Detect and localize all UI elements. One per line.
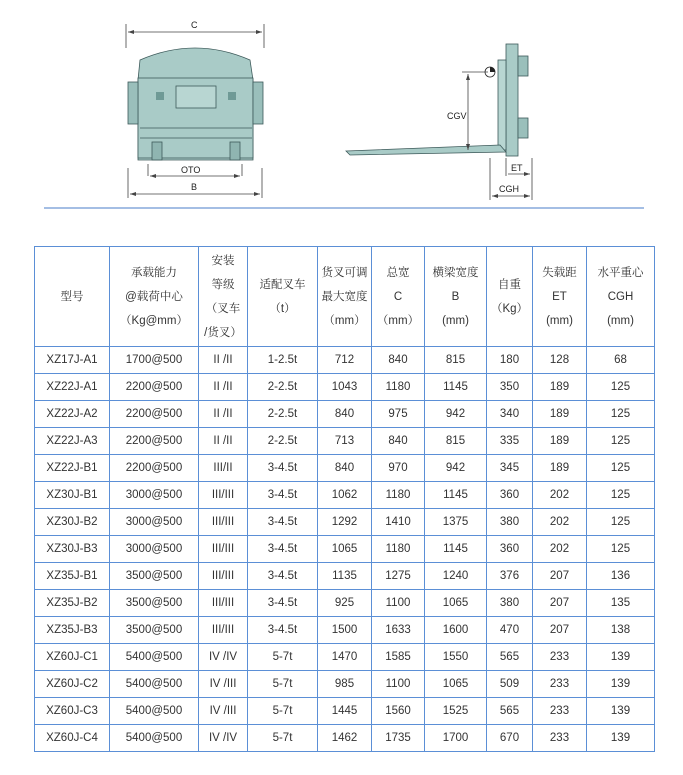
table-cell: 139: [587, 671, 655, 698]
table-cell: 233: [533, 671, 587, 698]
header-cell: 水平重心 CGH (mm): [587, 247, 655, 347]
table-cell: 2200@500: [110, 455, 199, 482]
table-cell: 125: [587, 509, 655, 536]
table-cell: 1462: [318, 725, 372, 752]
header-cell: 总宽 C （mm）: [372, 247, 425, 347]
table-row: [35, 401, 655, 428]
table-cell: 125: [587, 401, 655, 428]
table-cell: 189: [533, 455, 587, 482]
table-cell: XZ22J-A2: [35, 401, 110, 428]
dim-label-c: C: [191, 20, 198, 30]
table-row: [35, 509, 655, 536]
table-cell: XZ22J-A3: [35, 428, 110, 455]
table-cell: 1100: [372, 671, 425, 698]
table-cell: 1735: [372, 725, 425, 752]
table-cell: 2-2.5t: [248, 374, 318, 401]
header-cell: 自重 （Kg）: [487, 247, 533, 347]
table-cell: 565: [487, 698, 533, 725]
table-cell: 125: [587, 374, 655, 401]
table-cell: 670: [487, 725, 533, 752]
table-cell: 376: [487, 563, 533, 590]
header-cell: 适配叉车 （t）: [248, 247, 318, 347]
table-cell: 5400@500: [110, 644, 199, 671]
table-cell: 815: [425, 428, 487, 455]
table-header-row: [35, 247, 655, 347]
table-cell: 1550: [425, 644, 487, 671]
table-cell: XZ60J-C2: [35, 671, 110, 698]
table-cell: 975: [372, 401, 425, 428]
table-row: [35, 617, 655, 644]
dim-label-et: ET: [511, 163, 523, 173]
table-cell: 1500: [318, 617, 372, 644]
table-row: [35, 374, 655, 401]
table-cell: 125: [587, 428, 655, 455]
table-cell: 815: [425, 347, 487, 374]
header-cell: 承载能力 @载荷中心 （Kg@mm）: [110, 247, 199, 347]
table-cell: 1240: [425, 563, 487, 590]
table-cell: 985: [318, 671, 372, 698]
table-cell: 2-2.5t: [248, 428, 318, 455]
table-cell: 233: [533, 698, 587, 725]
table-cell: 1145: [425, 374, 487, 401]
table-cell: 1062: [318, 482, 372, 509]
table-cell: 3500@500: [110, 617, 199, 644]
table-cell: 180: [487, 347, 533, 374]
table-cell: 1633: [372, 617, 425, 644]
table-cell: 1100: [372, 590, 425, 617]
table-cell: 68: [587, 347, 655, 374]
table-row: [35, 698, 655, 725]
table-row: [35, 671, 655, 698]
table-cell: 1065: [318, 536, 372, 563]
table-cell: XZ22J-A1: [35, 374, 110, 401]
table-cell: 1065: [425, 590, 487, 617]
table-cell: III/III: [199, 482, 248, 509]
table-cell: II /II: [199, 428, 248, 455]
table-cell: 202: [533, 509, 587, 536]
table-cell: 335: [487, 428, 533, 455]
table-cell: 840: [318, 401, 372, 428]
table-cell: 3000@500: [110, 536, 199, 563]
table-cell: 1043: [318, 374, 372, 401]
table-cell: 345: [487, 455, 533, 482]
table-row: [35, 563, 655, 590]
table-cell: 360: [487, 482, 533, 509]
table-cell: 5400@500: [110, 725, 199, 752]
diagram-svg: [0, 0, 683, 215]
table-cell: 925: [318, 590, 372, 617]
table-cell: 1292: [318, 509, 372, 536]
table-cell: XZ60J-C4: [35, 725, 110, 752]
table-cell: 136: [587, 563, 655, 590]
table-cell: 3-4.5t: [248, 590, 318, 617]
dim-label-cgh: CGH: [499, 184, 519, 194]
table-cell: 207: [533, 563, 587, 590]
table-cell: 1600: [425, 617, 487, 644]
table-cell: 207: [533, 617, 587, 644]
table-cell: 3500@500: [110, 590, 199, 617]
table-cell: 1470: [318, 644, 372, 671]
table-cell: 138: [587, 617, 655, 644]
table-cell: 233: [533, 725, 587, 752]
table-cell: 202: [533, 482, 587, 509]
table-cell: 470: [487, 617, 533, 644]
header-cell: 横梁宽度 B (mm): [425, 247, 487, 347]
dimension-diagram: [0, 0, 683, 215]
table-cell: XZ22J-B1: [35, 455, 110, 482]
table-cell: 3-4.5t: [248, 536, 318, 563]
table-cell: II /II: [199, 401, 248, 428]
table-cell: 125: [587, 482, 655, 509]
table-cell: 2-2.5t: [248, 401, 318, 428]
table-cell: 1180: [372, 374, 425, 401]
table-cell: 3000@500: [110, 509, 199, 536]
table-row: [35, 482, 655, 509]
table-cell: 5-7t: [248, 644, 318, 671]
table-cell: 2200@500: [110, 401, 199, 428]
table-cell: IV /III: [199, 671, 248, 698]
table-cell: 5400@500: [110, 671, 199, 698]
table-cell: 1275: [372, 563, 425, 590]
table-cell: 1525: [425, 698, 487, 725]
table-cell: XZ30J-B3: [35, 536, 110, 563]
table-cell: 5400@500: [110, 698, 199, 725]
table-cell: III/II: [199, 455, 248, 482]
table-cell: IV /IV: [199, 725, 248, 752]
table-cell: 1135: [318, 563, 372, 590]
table-cell: XZ35J-B3: [35, 617, 110, 644]
table-cell: 189: [533, 374, 587, 401]
table-cell: 509: [487, 671, 533, 698]
dim-label-cgv: CGV: [447, 111, 467, 121]
table-cell: 1180: [372, 536, 425, 563]
table-cell: III/III: [199, 563, 248, 590]
table-cell: 380: [487, 590, 533, 617]
table-cell: 189: [533, 401, 587, 428]
table-cell: 5-7t: [248, 725, 318, 752]
table-row: [35, 536, 655, 563]
table-row: [35, 644, 655, 671]
table-cell: 350: [487, 374, 533, 401]
table-cell: 1445: [318, 698, 372, 725]
table-cell: 139: [587, 644, 655, 671]
table-cell: 1700: [425, 725, 487, 752]
table-cell: 1180: [372, 482, 425, 509]
table-cell: 207: [533, 590, 587, 617]
table-cell: XZ30J-B1: [35, 482, 110, 509]
table-cell: 565: [487, 644, 533, 671]
table-row: [35, 590, 655, 617]
table-cell: 1375: [425, 509, 487, 536]
header-cell: 型号: [35, 247, 110, 347]
table-cell: II /II: [199, 347, 248, 374]
table-row: [35, 428, 655, 455]
table-cell: III/III: [199, 509, 248, 536]
table-cell: 233: [533, 644, 587, 671]
table-cell: XZ17J-A1: [35, 347, 110, 374]
table-cell: 942: [425, 401, 487, 428]
dim-label-b: B: [191, 182, 198, 192]
table-cell: 125: [587, 455, 655, 482]
table-cell: III/III: [199, 536, 248, 563]
table-row: [35, 455, 655, 482]
table-cell: 2200@500: [110, 428, 199, 455]
table-cell: 3000@500: [110, 482, 199, 509]
table-cell: XZ60J-C1: [35, 644, 110, 671]
table-cell: II /II: [199, 374, 248, 401]
table-cell: 942: [425, 455, 487, 482]
table-cell: XZ60J-C3: [35, 698, 110, 725]
table-cell: XZ30J-B2: [35, 509, 110, 536]
table-cell: 189: [533, 428, 587, 455]
table-cell: 2200@500: [110, 374, 199, 401]
table-body: [35, 347, 655, 752]
table-cell: IV /IV: [199, 644, 248, 671]
table-cell: 135: [587, 590, 655, 617]
table-cell: 970: [372, 455, 425, 482]
table-cell: 1065: [425, 671, 487, 698]
header-cell: 货叉可调 最大宽度 （mm）: [318, 247, 372, 347]
table-cell: XZ35J-B1: [35, 563, 110, 590]
spec-table: [34, 246, 655, 752]
table-cell: 1-2.5t: [248, 347, 318, 374]
table-cell: 1700@500: [110, 347, 199, 374]
table-cell: 1145: [425, 536, 487, 563]
table-cell: 3-4.5t: [248, 563, 318, 590]
table-cell: 340: [487, 401, 533, 428]
table-cell: 3-4.5t: [248, 482, 318, 509]
table-cell: 840: [372, 428, 425, 455]
table-cell: 712: [318, 347, 372, 374]
table-cell: 202: [533, 536, 587, 563]
table-cell: 5-7t: [248, 698, 318, 725]
table-cell: III/III: [199, 617, 248, 644]
table-cell: 3-4.5t: [248, 455, 318, 482]
header-cell: 安装 等级 （叉车 /货叉）: [199, 247, 248, 347]
table-cell: 3500@500: [110, 563, 199, 590]
table-cell: III/III: [199, 590, 248, 617]
table-cell: 840: [372, 347, 425, 374]
table-row: [35, 725, 655, 752]
table-cell: 1145: [425, 482, 487, 509]
table-cell: 125: [587, 536, 655, 563]
table-cell: 1410: [372, 509, 425, 536]
table-cell: 840: [318, 455, 372, 482]
side-view-drawing: [346, 44, 532, 200]
table-cell: 128: [533, 347, 587, 374]
table-cell: 1560: [372, 698, 425, 725]
table-cell: 139: [587, 725, 655, 752]
table-cell: 360: [487, 536, 533, 563]
header-cell: 失载距 ET (mm): [533, 247, 587, 347]
table-cell: IV /III: [199, 698, 248, 725]
table-cell: 380: [487, 509, 533, 536]
table-cell: 5-7t: [248, 671, 318, 698]
table-cell: 3-4.5t: [248, 509, 318, 536]
table-cell: 713: [318, 428, 372, 455]
table-cell: 1585: [372, 644, 425, 671]
dim-label-oto: OTO: [181, 165, 201, 175]
table-row: [35, 347, 655, 374]
table-cell: 139: [587, 698, 655, 725]
table-cell: XZ35J-B2: [35, 590, 110, 617]
table-cell: 3-4.5t: [248, 617, 318, 644]
